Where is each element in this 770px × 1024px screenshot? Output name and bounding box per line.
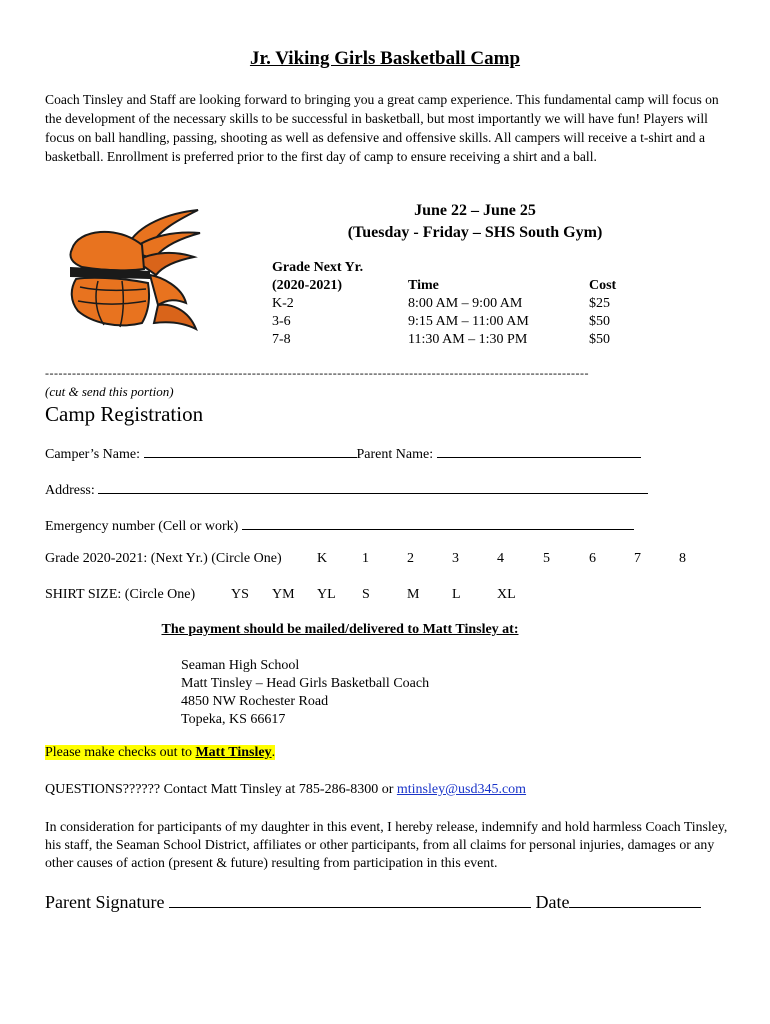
time-column (408, 295, 529, 349)
grade-header (272, 259, 363, 295)
time-cell: 9:15 AM – 11:00 AM (408, 314, 529, 329)
checks-note (45, 745, 275, 761)
emergency-label: Emergency number (Cell or work) (45, 519, 239, 534)
grade-option[interactable]: 2 (407, 551, 414, 566)
parent-name-field[interactable] (437, 443, 641, 458)
parent-signature-field[interactable] (169, 890, 531, 908)
grade-option[interactable]: K (317, 551, 328, 566)
camper-name-field[interactable] (144, 443, 357, 458)
shirt-label: SHIRT SIZE: (Circle One) (45, 587, 196, 602)
signature-row (45, 890, 701, 913)
page-title: Jr. Viking Girls Basketball Camp (249, 48, 521, 69)
contact-email-link[interactable]: mtinsley@usd345.com (396, 782, 527, 797)
time-cell: 8:00 AM – 9:00 AM (408, 296, 523, 311)
cost-cell: $50 (589, 332, 610, 347)
grade-option[interactable]: 1 (362, 551, 369, 566)
date-field[interactable] (569, 890, 701, 908)
address-line: Seaman High School (181, 658, 300, 673)
grade-option[interactable]: 6 (589, 551, 596, 566)
shirt-option[interactable]: L (452, 587, 461, 602)
camper-name-row (45, 443, 641, 463)
cut-line: ------------------------------------------------------------------------------------------------------------------------- (45, 366, 590, 380)
emergency-row (45, 515, 634, 535)
shirt-option[interactable]: M (407, 587, 420, 602)
address-line: Matt Tinsley – Head Girls Basketball Coach (181, 676, 430, 691)
cost-header: Cost (589, 278, 617, 293)
grade-option[interactable]: 8 (679, 551, 686, 566)
shirt-option[interactable]: YS (231, 587, 249, 602)
shirt-option[interactable]: YL (317, 587, 336, 602)
grade-option[interactable]: 3 (452, 551, 459, 566)
address-row (45, 479, 648, 499)
grade-option[interactable]: 7 (634, 551, 641, 566)
emergency-field[interactable] (242, 515, 634, 530)
checks-suffix: . (271, 745, 276, 760)
grade-option[interactable]: 5 (543, 551, 550, 566)
grade-header-line1: Grade Next Yr. (272, 260, 364, 275)
grade-cell: 7-8 (272, 332, 291, 347)
viking-basketball-logo-icon (58, 205, 203, 335)
viking-face-icon (70, 232, 196, 329)
grade-option[interactable]: 4 (497, 551, 504, 566)
grade-cell: 3-6 (272, 314, 291, 329)
registration-title: Camp Registration (45, 402, 204, 426)
grade-header-line2: (2020-2021) (272, 278, 342, 293)
checks-prefix: Please make checks out to (45, 745, 196, 760)
checks-payee: Matt Tinsley (195, 745, 272, 760)
shirt-option[interactable]: YM (272, 587, 295, 602)
cost-column (589, 295, 610, 349)
cost-cell: $50 (589, 314, 610, 329)
time-header: Time (408, 278, 439, 293)
intro-paragraph: Coach Tinsley and Staff are looking forward to bringing you a great camp experience. This fundamental camp will focus on the development of the necessary skills to be successful in basketball, but most importantly we will have fun! Players will focus on ball handling, passing, shooting as well as defensive and offensive skills. All campers will receive a t-shirt and a basketball. Enrollment is preferred prior to the first day of camp to ensure receiving a shirt and a ball. (45, 92, 719, 164)
grade-label: Grade 2020-2021: (Next Yr.) (Circle One) (45, 551, 282, 566)
date-label: Date (535, 892, 570, 912)
questions-line (45, 782, 526, 798)
mailing-address (181, 657, 429, 729)
parent-signature-label: Parent Signature (45, 892, 165, 912)
date-range: June 22 – June 25 (414, 202, 536, 219)
release-paragraph: In consideration for participants of my daughter in this event, I hereby release, indemnify and hold harmless Coach Tinsley, his staff, the Seaman School District, affiliates or other participants, from all claims for personal injuries, damages or any other causes of action (present & future) resulting from participation in this event. (45, 819, 728, 870)
address-label: Address: (45, 483, 95, 498)
shirt-option[interactable]: XL (497, 587, 516, 602)
payment-heading: The payment should be mailed/delivered to Matt Tinsley at: (161, 622, 519, 637)
parent-name-label: Parent Name: (356, 447, 434, 462)
camp-location: (Tuesday - Friday – SHS South Gym) (347, 224, 603, 241)
camp-dates (240, 200, 710, 244)
time-cell: 11:30 AM – 1:30 PM (408, 332, 528, 347)
address-line: Topeka, KS 66617 (181, 712, 286, 727)
address-field[interactable] (98, 479, 648, 494)
cut-note: (cut & send this portion) (45, 384, 174, 399)
grade-cell: K-2 (272, 296, 294, 311)
shirt-option[interactable]: S (362, 587, 370, 602)
grade-column (272, 295, 294, 349)
camper-name-label: Camper’s Name: (45, 447, 140, 462)
address-line: 4850 NW Rochester Road (181, 694, 329, 709)
questions-text: QUESTIONS?????? Contact Matt Tinsley at 785-286-8300 or (45, 782, 397, 797)
cost-cell: $25 (589, 296, 610, 311)
